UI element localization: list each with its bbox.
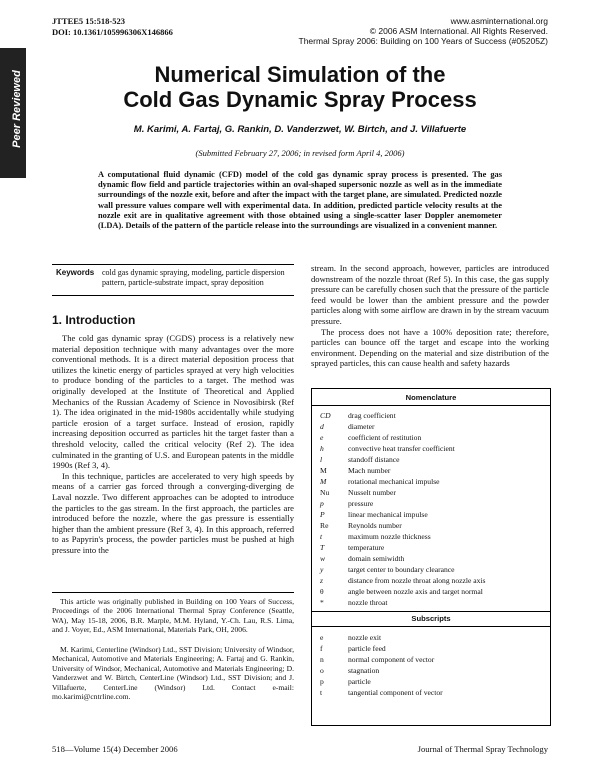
subscript-row: [312, 632, 550, 643]
paragraph: The process does not have a 100% deposition rate; therefore, particles can bounce off the target and escape into the working environment. Depending on the material and size distribution of the sprayed particles, this can cause health and safety hazards: [311, 326, 549, 369]
nomenclature-row: [312, 443, 550, 454]
definition: pressure: [348, 499, 374, 508]
subscript-row: [312, 676, 550, 687]
definition: Nusselt number: [348, 488, 396, 497]
page-footer-right: Journal of Thermal Spray Technology: [417, 744, 548, 754]
website-link[interactable]: www.asminternational.org: [450, 16, 548, 26]
symbol: CD: [320, 411, 331, 420]
table-rule: [312, 626, 550, 627]
intro-right-column: [311, 263, 549, 369]
definition: maximum nozzle thickness: [348, 532, 431, 541]
subscript-row: [312, 643, 550, 654]
nomenclature-row: [312, 432, 550, 443]
definition: particle: [348, 677, 371, 686]
doi: DOI: 10.1361/105996306X146866: [52, 27, 173, 37]
paragraph: In this technique, particles are accelerated to very high speeds by means of a carrier gas forced through a converging-diverging de Laval nozzle. Two different approaches can be adopted to introduce the particles to the gas stream. In the first approach, the particles are introduced before the nozzle, where the gas pressure is essentially higher than the ambient pressure (Ref 3, 4). In this approach, referred to as Papyrin's process, the powder particles must be pushed at high pressure into the: [52, 470, 294, 555]
table-rule: [312, 611, 550, 612]
definition: drag coefficient: [348, 411, 396, 420]
nomenclature-row: [312, 542, 550, 553]
definition: convective heat transfer coefficient: [348, 444, 455, 453]
symbol: *: [320, 598, 324, 607]
nomenclature-row: [312, 454, 550, 465]
symbol: w: [320, 554, 326, 563]
definition: particle feed: [348, 644, 386, 653]
definition: standoff distance: [348, 455, 400, 464]
nomenclature-row: [312, 553, 550, 564]
abstract: A computational fluid dynamic (CFD) model of the cold gas dynamic spray process is presented. The gas dynamic flow field and particle trajectories within an oval-shaped supersonic nozzle as well as in the immediate surroundings of the nozzle exit, before and after the impact with the target plane, are simulated. Predicted nozzle wall pressure values compare well with experimental data. In addition, predicted particle velocity results at the nozzle exit are in qualitative agreement with those obtained using a single-scatter laser Doppler anemometer (LDA). Details of the pattern of the particle release into the surroundings are visualized in a convenient manner.: [98, 170, 502, 231]
definition: coefficient of restitution: [348, 433, 422, 442]
peer-reviewed-tab: [0, 48, 26, 178]
definition: stagnation: [348, 666, 380, 675]
symbol: t: [320, 688, 323, 697]
copyright: © 2006 ASM International. All Rights Reserved.: [369, 26, 548, 36]
intro-left-column: [52, 333, 294, 555]
nomenclature-row: [312, 520, 550, 531]
symbol: Re: [320, 521, 329, 530]
symbol: M: [320, 466, 327, 475]
definition: tangential component of vector: [348, 688, 443, 697]
nomenclature-row: [312, 487, 550, 498]
symbol: f: [320, 644, 323, 653]
nomenclature-title: Nomenclature: [405, 393, 457, 402]
table-rule: [312, 405, 550, 406]
symbol: P: [320, 510, 325, 519]
definition: nozzle exit: [348, 633, 382, 642]
page-footer-left: 518—Volume 15(4) December 2006: [52, 744, 178, 754]
symbol: M: [320, 477, 327, 486]
symbol: t: [320, 532, 323, 541]
nomenclature-table: [311, 388, 551, 726]
definition: normal component of vector: [348, 655, 435, 664]
nomenclature-row: [312, 421, 550, 432]
symbol: y: [320, 565, 324, 574]
nomenclature-row: [312, 597, 550, 608]
keywords-text: cold gas dynamic spraying, modeling, particle dispersion pattern, particle-substrate impact, spray deposition: [102, 268, 285, 287]
section-heading: 1. Introduction: [52, 313, 136, 327]
nomenclature-row: [312, 531, 550, 542]
keywords-label: Keywords: [56, 268, 95, 277]
symbol: p: [320, 677, 324, 686]
subscript-row: [312, 665, 550, 676]
title-line-2: Cold Gas Dynamic Spray Process: [123, 87, 477, 112]
nomenclature-row: [312, 465, 550, 476]
paragraph: stream. In the second approach, however, particles are introduced downstream of the nozzle throat (Ref 5). In this case, the gas supply pressure can be carefully chosen such that the pressure of the particle feed would be lower than the ambient pressure and the powder particles along with some airflow are drawn in by the stream vacuum pressure.: [311, 263, 549, 326]
journal-header-left: [52, 16, 173, 38]
definition: Reynolds number: [348, 521, 402, 530]
footnote-text: This article was originally published in Building on 100 Years of Success, Proceedings of the 2006 International Thermal Spray Conference (Seattle, WA), May 15-18, 2006, B.R. Marple, M.M. Hyland, Y.-Ch. Lau, R.S. Lima, and J. Voyer, Ed., ASM International, Materials Park, OH, 2006.: [52, 597, 294, 635]
definition: nozzle throat: [348, 598, 388, 607]
symbol: z: [320, 576, 323, 585]
subscripts-title: Subscripts: [411, 614, 451, 623]
symbol: p: [320, 499, 324, 508]
subscript-row: [312, 687, 550, 698]
nomenclature-row: [312, 509, 550, 520]
definition: Mach number: [348, 466, 391, 475]
definition: distance from nozzle throat along nozzle axis: [348, 576, 486, 585]
footnote-divider: [52, 592, 294, 593]
symbol: l: [320, 455, 323, 464]
paper-title: [60, 62, 540, 112]
definition: domain semiwidth: [348, 554, 405, 563]
symbol: h: [320, 444, 324, 453]
symbol: d: [320, 422, 324, 431]
submission-dates: (Submitted February 27, 2006; in revised form April 4, 2006): [195, 148, 405, 158]
nomenclature-row: [312, 410, 550, 421]
definition: diameter: [348, 422, 375, 431]
nomenclature-row: [312, 586, 550, 597]
journal-header-right: [299, 16, 548, 46]
symbol: e: [320, 633, 324, 642]
nomenclature-row: [312, 498, 550, 509]
keywords-box: [52, 264, 294, 296]
symbol: θ: [320, 587, 324, 596]
footnote-affiliations: [52, 645, 294, 701]
symbol: e: [320, 433, 324, 442]
title-line-1: Numerical Simulation of the: [154, 62, 446, 87]
footnote-original-publication: [52, 597, 294, 635]
footnote-text: M. Karimi, Centerline (Windsor) Ltd., SST Division; University of Windsor, Mechanical, Automotive and Materials Engineering; A. Fartaj and G. Rankin, University of Windsor, Mechanical, Automotive and Materials Engineering; D. Vanderzwet and W. Birtch, CenterLine (Windsor) Ltd., SST Division; and J. Villafuerte, CenterLine (Windsor) Ltd. Contact e-mail: mo.karimi@cntrline.com.: [52, 645, 294, 702]
symbol: o: [320, 666, 324, 675]
definition: angle between nozzle axis and target normal: [348, 587, 483, 596]
paragraph: The cold gas dynamic spray (CGDS) process is a relatively new material deposition technique with many advantages over the more conventional methods. It is a direct material deposition process that utilizes the kinetic energy of particles sprayed at very high velocities to produce bonding of the particles to a target. The method was originally developed at the Institute of Theoretical and Applied Mechanics of the Russian Academy of Science in Novosibirsk (Ref 1). The idea originated in the mid-1980s accidentally while studying particle erosion of a target surface. Instead of erosion, rapidly increasing deposition occurred as particles hit the target faster than a threshold velocity, called the critical velocity (Ref 2). The idea culminated in the granting of U.S. and European patents in the middle 1990s (Ref 3, 4).: [52, 333, 294, 471]
nomenclature-row: [312, 575, 550, 586]
definition: temperature: [348, 543, 385, 552]
definition: linear mechanical impulse: [348, 510, 428, 519]
definition: target center to boundary clearance: [348, 565, 455, 574]
nomenclature-row: [312, 476, 550, 487]
symbol: T: [320, 543, 325, 552]
symbol: Nu: [320, 488, 330, 497]
subscript-row: [312, 654, 550, 665]
symbol: n: [320, 655, 324, 664]
nomenclature-row: [312, 564, 550, 575]
conference-info: Thermal Spray 2006: Building on 100 Years of Success (#05205Z): [298, 36, 548, 46]
peer-reviewed-label: Peer Reviewed: [11, 70, 23, 148]
author-list: M. Karimi, A. Fartaj, G. Rankin, D. Vanderzwet, W. Birtch, and J. Villafuerte: [133, 124, 467, 135]
journal-id: JTTEE5 15:518-523: [52, 16, 125, 26]
definition: rotational mechanical impulse: [348, 477, 440, 486]
